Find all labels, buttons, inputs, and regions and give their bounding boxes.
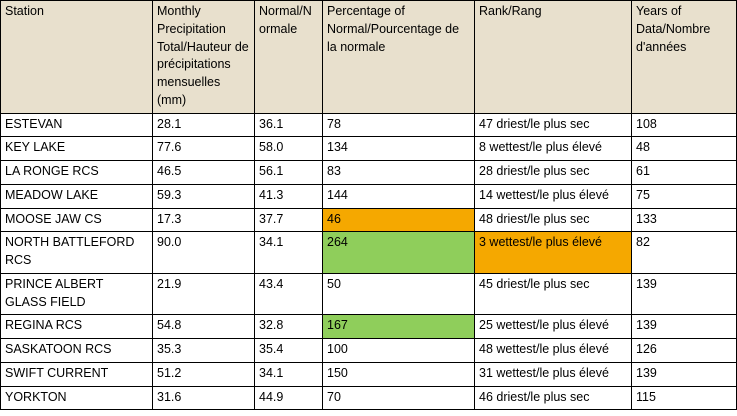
cell-percentage-of-normal: 167 (323, 315, 475, 339)
cell-monthly-precipitation-total: 90.0 (153, 232, 255, 274)
cell-rank: 14 wettest/le plus élevé (475, 184, 632, 208)
cell-years-of-data: 115 (632, 386, 737, 410)
cell-monthly-precipitation-total: 77.6 (153, 137, 255, 161)
cell-years-of-data: 139 (632, 273, 737, 315)
cell-monthly-precipitation-total: 35.3 (153, 339, 255, 363)
cell-rank: 48 wettest/le plus élevé (475, 339, 632, 363)
cell-station: PRINCE ALBERT GLASS FIELD (1, 273, 153, 315)
cell-rank: 45 driest/le plus sec (475, 273, 632, 315)
cell-station: ESTEVAN (1, 113, 153, 137)
cell-years-of-data: 82 (632, 232, 737, 274)
cell-years-of-data: 61 (632, 161, 737, 185)
cell-normal: 44.9 (255, 386, 323, 410)
cell-station: KEY LAKE (1, 137, 153, 161)
cell-monthly-precipitation-total: 17.3 (153, 208, 255, 232)
cell-rank: 31 wettest/le plus élevé (475, 362, 632, 386)
cell-normal: 34.1 (255, 362, 323, 386)
cell-normal: 41.3 (255, 184, 323, 208)
cell-monthly-precipitation-total: 21.9 (153, 273, 255, 315)
cell-normal: 35.4 (255, 339, 323, 363)
cell-years-of-data: 139 (632, 315, 737, 339)
table-row (1, 315, 737, 339)
cell-percentage-of-normal: 150 (323, 362, 475, 386)
cell-rank: 3 wettest/le plus élevé (475, 232, 632, 274)
cell-percentage-of-normal: 83 (323, 161, 475, 185)
cell-percentage-of-normal: 46 (323, 208, 475, 232)
cell-monthly-precipitation-total: 54.8 (153, 315, 255, 339)
table-row (1, 362, 737, 386)
column-header-normal: Normal/Normale (255, 1, 323, 114)
table-body (1, 113, 737, 410)
cell-percentage-of-normal: 264 (323, 232, 475, 274)
cell-station: NORTH BATTLEFORD RCS (1, 232, 153, 274)
table-row (1, 273, 737, 315)
column-header-years-of-data: Years of Data/Nombre d'années (632, 1, 737, 114)
cell-years-of-data: 139 (632, 362, 737, 386)
cell-years-of-data: 75 (632, 184, 737, 208)
column-header-percentage-of-normal: Percentage of Normal/Pourcentage de la normale (323, 1, 475, 114)
cell-station: SWIFT CURRENT (1, 362, 153, 386)
table-row (1, 184, 737, 208)
header-row (1, 1, 737, 114)
cell-normal: 43.4 (255, 273, 323, 315)
cell-rank: 28 driest/le plus sec (475, 161, 632, 185)
cell-percentage-of-normal: 144 (323, 184, 475, 208)
cell-years-of-data: 108 (632, 113, 737, 137)
table-row (1, 339, 737, 363)
table-row (1, 161, 737, 185)
cell-normal: 58.0 (255, 137, 323, 161)
cell-rank: 46 driest/le plus sec (475, 386, 632, 410)
table-row (1, 208, 737, 232)
cell-percentage-of-normal: 70 (323, 386, 475, 410)
cell-normal: 32.8 (255, 315, 323, 339)
column-header-rank: Rank/Rang (475, 1, 632, 114)
cell-rank: 8 wettest/le plus élevé (475, 137, 632, 161)
cell-rank: 47 driest/le plus sec (475, 113, 632, 137)
table-row (1, 113, 737, 137)
cell-years-of-data: 133 (632, 208, 737, 232)
cell-normal: 36.1 (255, 113, 323, 137)
cell-years-of-data: 126 (632, 339, 737, 363)
cell-monthly-precipitation-total: 59.3 (153, 184, 255, 208)
table-row (1, 232, 737, 274)
column-header-station: Station (1, 1, 153, 114)
cell-normal: 34.1 (255, 232, 323, 274)
cell-percentage-of-normal: 134 (323, 137, 475, 161)
table-row (1, 386, 737, 410)
column-header-monthly-precipitation-total: Monthly Precipitation Total/Hauteur de précipitations mensuelles (mm) (153, 1, 255, 114)
table-row (1, 137, 737, 161)
cell-rank: 25 wettest/le plus élevé (475, 315, 632, 339)
cell-years-of-data: 48 (632, 137, 737, 161)
cell-station: MOOSE JAW CS (1, 208, 153, 232)
cell-station: MEADOW LAKE (1, 184, 153, 208)
cell-monthly-precipitation-total: 28.1 (153, 113, 255, 137)
cell-normal: 56.1 (255, 161, 323, 185)
cell-station: YORKTON (1, 386, 153, 410)
cell-monthly-precipitation-total: 51.2 (153, 362, 255, 386)
cell-percentage-of-normal: 78 (323, 113, 475, 137)
cell-monthly-precipitation-total: 31.6 (153, 386, 255, 410)
cell-monthly-precipitation-total: 46.5 (153, 161, 255, 185)
cell-normal: 37.7 (255, 208, 323, 232)
table-header (1, 1, 737, 114)
cell-percentage-of-normal: 50 (323, 273, 475, 315)
cell-station: REGINA RCS (1, 315, 153, 339)
cell-station: SASKATOON RCS (1, 339, 153, 363)
cell-rank: 48 driest/le plus sec (475, 208, 632, 232)
cell-percentage-of-normal: 100 (323, 339, 475, 363)
cell-station: LA RONGE RCS (1, 161, 153, 185)
